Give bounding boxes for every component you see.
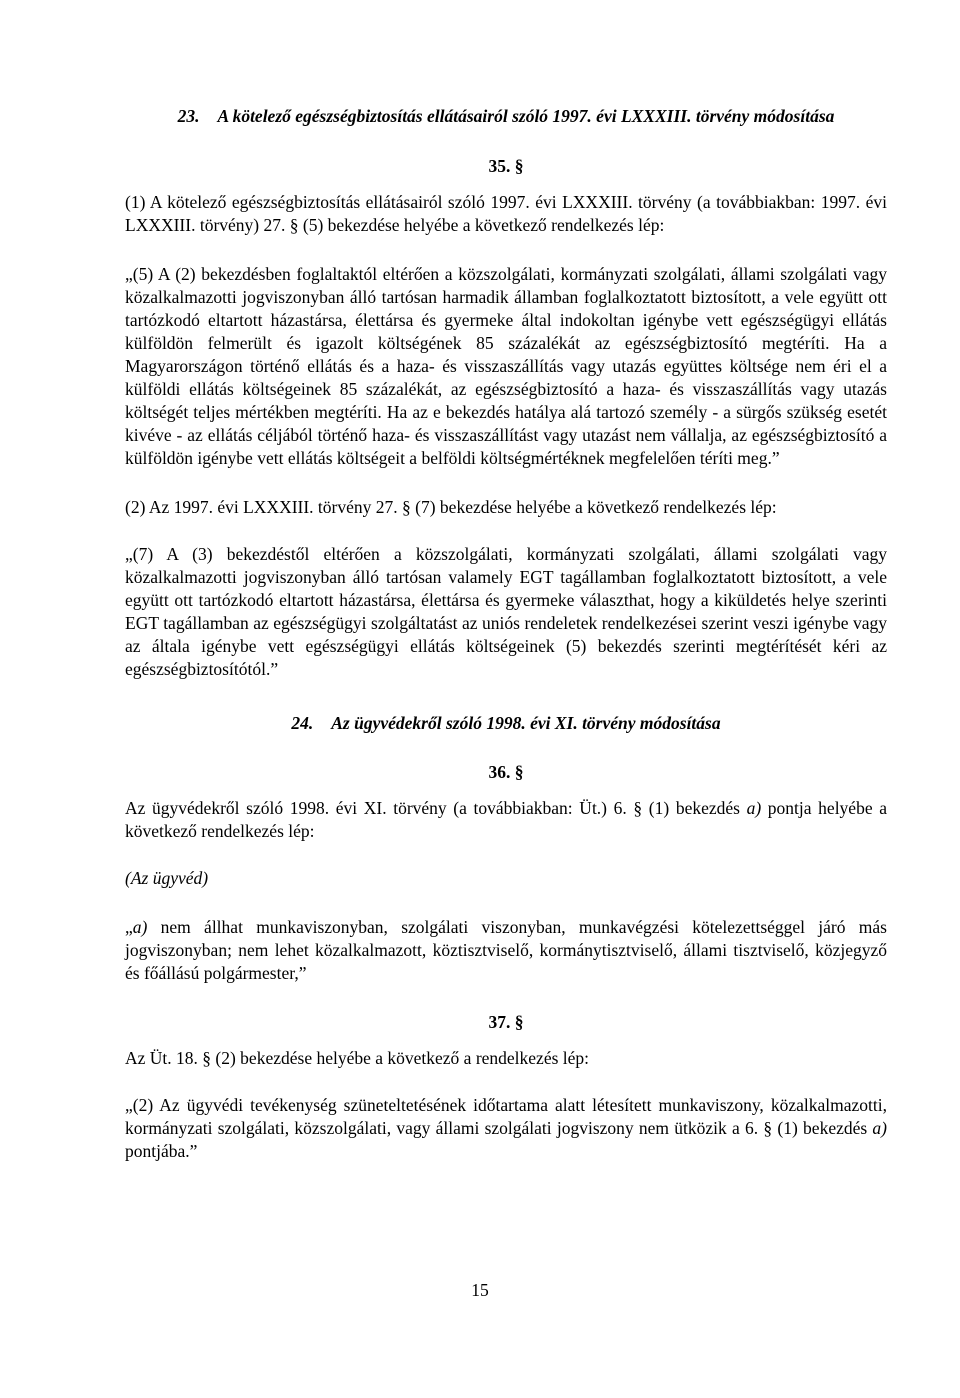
paragraph-35-1: (1) A kötelező egészségbiztosítás ellátásairól szóló 1997. évi LXXXIII. törvény (a továbbiakban: 1997. évi LXXXIII. törvény) 27. § (5) bekezdése helyébe a következő rendelkezés lép:: [125, 192, 887, 235]
paragraph-36-quote-point: a): [132, 917, 148, 937]
section-24-title: Az ügyvédekről szóló 1998. évi XI. törvény módosítása: [331, 713, 721, 733]
paragraph-36-quote-open: „: [125, 917, 133, 937]
section-24-heading: [125, 711, 887, 735]
paragraph-37-quote-point: a): [872, 1118, 887, 1138]
paragraph-36-1-point: a): [746, 798, 762, 818]
paragraph-37-label: 37. §: [488, 1012, 524, 1032]
paragraph-36-context: (Az ügyvéd): [125, 868, 209, 888]
paragraph-36-1-text-b: pontja helyébe a következő rendelkezés lép:: [125, 798, 887, 841]
paragraph-35-label: 35. §: [488, 156, 524, 176]
paragraph-35-quote-5: „(5) A (2) bekezdésben foglaltaktól eltérően a közszolgálati, kormányzati szolgálati, állami szolgálati vagy közalkalmazotti jogviszonyban álló tartósan harmadik államban foglalkoztatott biztosított, a vele együtt ott tartózkodó eltartott házastársa, élettársa és gyermeke által indokoltan igénybe vett egészségügyi ellátás külföldön felmerült és igazolt költségének 85 százalékát az egészségbiztosító megtéríti. Ha a Magyarországon történő ellátás és a haza- és visszaszállítás vagy utazás együttes költsége nem éri el a külföldi ellátás költségeinek 85 százalékát, az egészségbiztosító a haza- és visszaszállítás vagy utazás költségét teljes mértékben megtéríti. Ha az e bekezdés hatálya alá tartozó személy - a sürgős szükség esetét kivéve - az ellátás céljából történő haza- és visszaszállítást vagy utazást nem vállalja, az egészségbiztosító a külföldön igénybe vett ellátás költségeit a belföldi költségmértéknek megfelelően téríti meg.”: [125, 264, 887, 468]
section-23-title: A kötelező egészségbiztosítás ellátásairól szóló 1997. évi LXXXIII. törvény módosítása: [217, 106, 835, 126]
paragraph-35-quote-7: „(7) A (3) bekezdéstől eltérően a közszolgálati, kormányzati szolgálati, állami szolgálati vagy közalkalmazotti jogviszonyban álló tartósan valamely EGT tagállamban foglalkoztatott biztosított, a vele együtt ott tartózkodó eltartott házastársa, élettársa és gyermeke választhat, hogy a kiküldetés helye szerinti EGT tagállamban az egészségügyi szolgáltatást az uniós rendeletek rendelkezései szerint veszi igénybe vagy az általa igénybe vett egészségügyi ellátás költségeinek (5) bekezdés szerinti megtérítését kéri az egészségbiztosítótól.”: [125, 544, 887, 679]
paragraph-37-1: Az Üt. 18. § (2) bekezdése helyébe a következő a rendelkezés lép:: [125, 1048, 590, 1068]
paragraph-37-quote: [125, 1094, 887, 1163]
paragraph-37-quote-text-b: pontjába.”: [125, 1141, 198, 1161]
paragraph-37-quote-text-a: „(2) Az ügyvédi tevékenység szüneteltetésének időtartama alatt létesített munkaviszony, közalkalmazotti, kormányzati szolgálati, közszolgálati, vagy állami szolgálati jogviszony nem ütközik a 6. § (1) bekezdés: [125, 1095, 887, 1138]
page-number: 15: [471, 1280, 489, 1300]
section-23-number: 23.: [177, 106, 200, 126]
paragraph-35-2: (2) Az 1997. évi LXXXIII. törvény 27. § (7) bekezdése helyébe a következő rendelkezés lép:: [125, 497, 777, 517]
document-page: [125, 104, 887, 1163]
paragraph-36-quote-text: nem állhat munkaviszonyban, szolgálati viszonyban, munkavégzési kötelezettséggel járó más jogviszonyban; nem lehet közalkalmazott, köztisztviselő, kormánytisztviselő, állami tisztviselő, közjegyző és főállású polgármester,”: [125, 917, 887, 983]
section-23-heading: [125, 104, 887, 128]
section-24-number: 24.: [291, 713, 314, 733]
paragraph-36-quote: [125, 916, 887, 985]
paragraph-36-1-text-a: Az ügyvédekről szóló 1998. évi XI. törvény (a továbbiakban: Üt.) 6. § (1) bekezdés: [125, 798, 747, 818]
paragraph-36-1: [125, 797, 887, 843]
paragraph-36-label: 36. §: [488, 762, 524, 782]
